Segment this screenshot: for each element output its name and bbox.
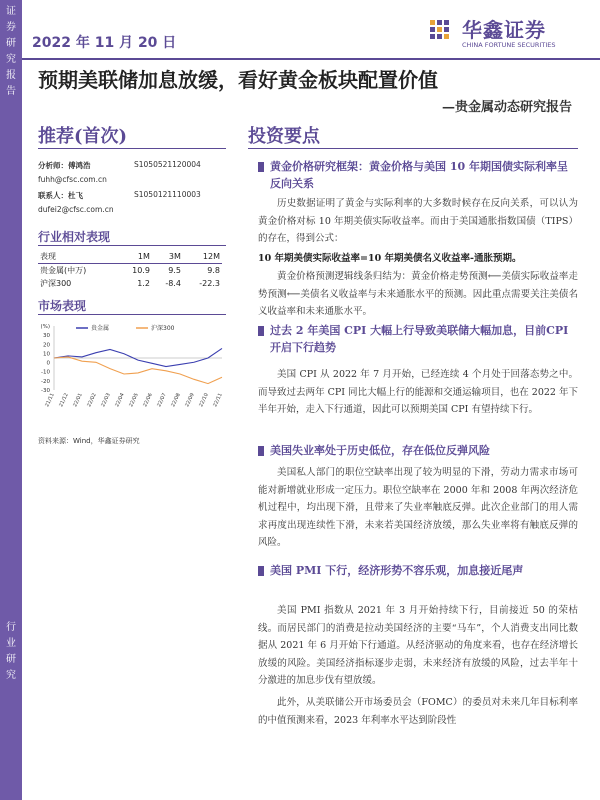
formula: 10 年期美债实际收益率=10 年期美债名义收益率-通胀预期。 <box>258 253 522 264</box>
report-title: 预期美联储加息放缓，看好黄金板块配置价值 <box>38 68 438 92</box>
section-heading: 美国 PMI 下行，经济形势不容乐观，加息接近尾声 <box>258 562 578 579</box>
x-tick-label: 22/10 <box>198 392 210 408</box>
sidebar-label-top: 证 券 研 究 报 告 <box>6 6 16 97</box>
x-tick-label: 22/05 <box>128 392 140 408</box>
analyst-line: 分析师：傅鸿浩 S1050521120004 <box>38 160 201 170</box>
x-tick-label: 22/04 <box>114 392 126 408</box>
market-underline <box>38 314 226 315</box>
legend-label: 沪深300 <box>151 325 175 332</box>
section-heading: 黄金价格研究框架：黄金价格与美国 10 年期国债实际利率呈反向关系 <box>258 158 578 192</box>
y-tick-label: (%) <box>40 324 50 330</box>
report-subtitle: —贵金属动态研究报告 <box>441 100 572 115</box>
y-tick-label: 20 <box>43 342 50 349</box>
series-line-precious-metals <box>54 348 222 366</box>
x-tick-label: 22/01 <box>72 392 84 408</box>
paragraph: 美国 PMI 指数从 2021 年 3 月开始持续下行，目前接近 50 的荣枯线。而居民部门的消费是拉动美国经济的主要“马车”，个人消费支出同比数据从 2021 年 6 月开始下行通道。从经济驱动的角度来看，也存在经济增长放缓的风险。美国经济指标逐步走弱，未来经济有放缓的风险，过去半年十分激进的加息步伐有望放缓。 <box>258 605 578 686</box>
table-header-row: 表现 1M 3M 12M <box>38 250 222 264</box>
x-tick-label: 22/09 <box>184 392 196 408</box>
logo-chinese-name: 华鑫证券 <box>462 18 546 42</box>
x-tick-label: 21/11 <box>44 392 56 408</box>
report-date: 2022 年 11 月 20 日 <box>32 35 177 51</box>
y-tick-label: 10 <box>43 351 50 358</box>
paragraph: 美国私人部门的职位空缺率出现了较为明显的下滑，劳动力需求市场可能对新增就业形成一定压力。职位空缺率在 2000 年和 2008 年两次经济危机过程中，均出现下滑，且带来了失业率触底反弹。此次企业部门的用人需求再度出现连续性下滑，未来若美国经济放缓，那么失业率将有触底反弹的风险。 <box>258 467 578 548</box>
contact-email: dufei2@cfsc.com.cn <box>38 205 114 214</box>
section-heading: 美国失业率处于历史低位，存在低位反弹风险 <box>258 442 578 459</box>
legend-label: 贵金属 <box>91 325 110 332</box>
header-rule <box>22 58 600 60</box>
section-heading: 过去 2 年美国 CPI 大幅上行导致美联储大幅加息，目前CPI开启下行趋势 <box>258 322 578 356</box>
chart-source: 资料来源：Wind，华鑫证券研究 <box>38 437 140 445</box>
market-heading: 市场表现 <box>38 299 87 313</box>
y-tick-label: 30 <box>43 333 50 340</box>
paragraph: 此外，从美联储公开市场委员会（FOMC）的委员对未来几年目标利率的中值预测来看，2023 年利率水平达到阶段性 <box>258 697 578 726</box>
performance-underline <box>38 245 226 246</box>
paragraph: 黄金价格预测逻辑线条归结为：黄金价格走势预测⟵美债实际收益率走势预测⟵美债名义收益率与未来通胀水平的预测。因此重点需要关注美债名义收益率和未来通胀水平。 <box>258 271 578 317</box>
performance-table <box>38 250 222 290</box>
y-tick-label: -30 <box>41 388 50 394</box>
x-tick-label: 22/06 <box>142 392 154 408</box>
paragraph: 历史数据证明了黄金与实际利率的大多数时候存在反向关系，可以认为黄金价格对标 10 年期美债实际收益率。而由于美国通胀指数国债（TIPS）的存在，得到公式： <box>258 198 578 244</box>
rating-underline <box>38 148 226 149</box>
y-tick-label: 0 <box>46 360 50 367</box>
table-row: 沪深300 1.2 -8.4 -22.3 <box>40 279 220 288</box>
investment-points-underline <box>248 148 578 149</box>
investment-points-heading: 投资要点 <box>248 126 320 147</box>
x-tick-label: 22/08 <box>170 392 182 408</box>
logo-english-name: CHINA FORTUNE SECURITIES <box>462 41 556 49</box>
company-logo <box>428 14 588 56</box>
market-performance-chart <box>36 320 226 420</box>
x-tick-label: 22/02 <box>86 392 98 408</box>
analyst-email: fuhh@cfsc.com.cn <box>38 175 107 184</box>
x-tick-label: 22/03 <box>100 392 112 408</box>
paragraph: 美国 CPI 从 2022 年 7 月开始，已经连续 4 个月处于回落态势之中。而导致过去两年 CPI 同比大幅上行的能源和交通运输项目，也在 2022 年下半年开始，走入下行通道，因此可以预期美国 CPI 有望持续下行。 <box>258 369 578 415</box>
y-tick-label: -10 <box>41 369 50 376</box>
y-tick-label: -20 <box>41 378 50 385</box>
x-tick-label: 22/07 <box>156 392 168 408</box>
x-tick-label: 21/12 <box>58 392 70 408</box>
logo-mark-icon <box>428 16 456 46</box>
table-row: 贵金属(中万) 10.9 9.5 9.8 <box>40 266 220 275</box>
performance-heading: 行业相对表现 <box>38 230 111 244</box>
rating-heading: 推荐(首次) <box>38 126 128 147</box>
contact-line: 联系人：杜飞 S1050121110003 <box>38 190 201 200</box>
x-tick-label: 22/11 <box>212 392 224 408</box>
sidebar-label-bottom: 行 业 研 究 <box>6 622 16 681</box>
